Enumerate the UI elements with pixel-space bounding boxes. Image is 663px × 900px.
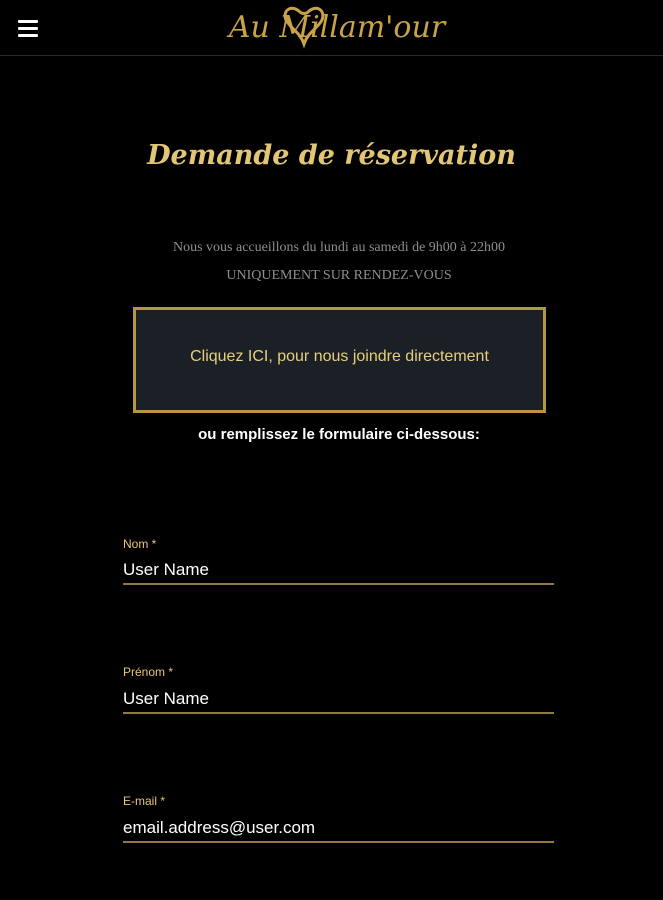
logo-text: Au Millam'our	[228, 10, 446, 45]
prenom-input[interactable]	[123, 686, 554, 714]
contact-directly-button[interactable]	[133, 307, 546, 413]
email-input[interactable]	[123, 815, 554, 843]
form-intro-text: ou remplissez le formulaire ci-dessous:	[198, 426, 480, 443]
contact-button-label: Cliquez ICI, pour nous joindre directement	[190, 348, 489, 365]
nom-label: Nom *	[123, 537, 157, 551]
prenom-label: Prénom *	[123, 665, 174, 679]
hamburger-menu-icon[interactable]	[14, 14, 42, 42]
brand-logo[interactable]	[212, 2, 462, 52]
nom-input[interactable]	[123, 557, 554, 585]
email-label: E-mail *	[123, 794, 166, 808]
app-header	[0, 0, 663, 56]
opening-hours-text: Nous vous accueillons du lundi au samedi de 9h00 à 22h00	[172, 240, 506, 255]
appointment-only-text: UNIQUEMENT SUR RENDEZ-VOUS	[226, 268, 452, 283]
page-title: Demande de réservation	[147, 140, 516, 171]
